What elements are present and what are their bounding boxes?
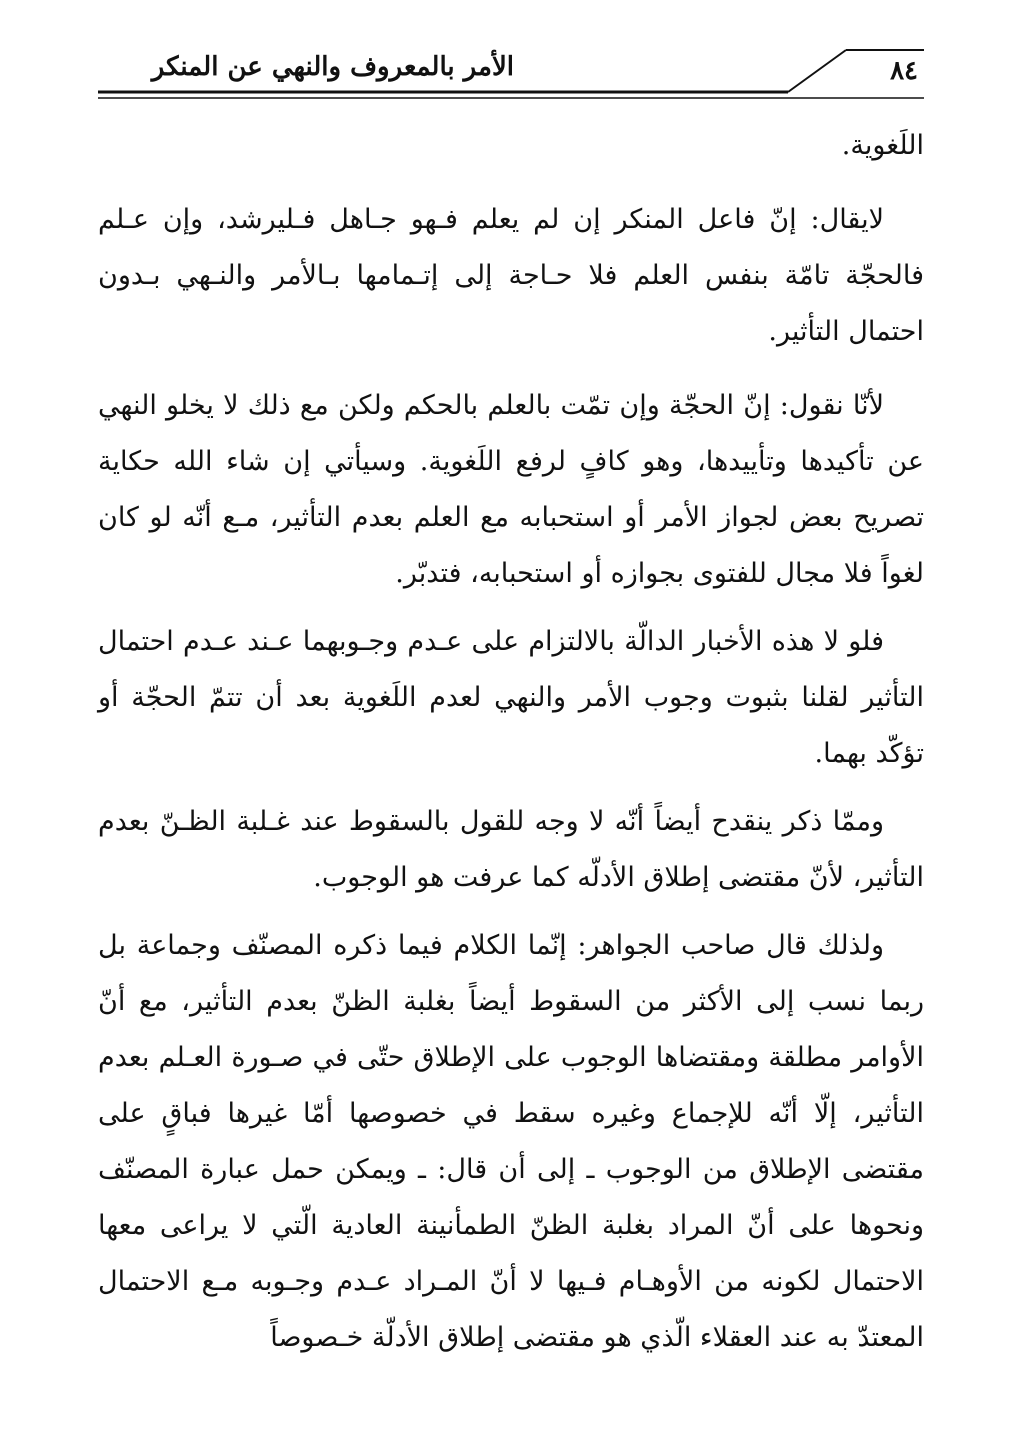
page-number: ٨٤ — [890, 56, 918, 86]
paragraph-1: اللَغوية. — [841, 130, 924, 161]
body-text — [98, 118, 924, 1366]
paragraph-6: ولذلك قال صاحب الجواهر: إنّما الكلام فيما ذكره المصنّف وجماعة بل ربما نسب إلى الأكثر من السقوط أيضاً بغلبة الظنّ بعدم التأثير، مع أنّ الأوامر مطلقة ومقتضاها الوجوب على الإطلاق حتّى في صـورة العـلم بعدم التأثير، إلّا أنّه للإجماع وغيره سقط في خصوصها أمّا غيرها فباقٍ على مقتضى الإطلاق من الوجوب ـ إلى أن قال: ـ ويمكن حمل عبارة المصنّف ونحوها على أنّ المراد بغلبة الظنّ الطمأنينة العادية الّتي لا يراعى معها الاحتمال لكونه من الأوهـام فـيها لا أنّ المـراد عـدم وجـوبه مـع الاحتمال المعتدّ به عند العقلاء الّذي هو مقتضى إطلاق الأدلّة خـصوصاً — [98, 930, 924, 1353]
paragraph-5: وممّا ذكر ينقدح أيضاً أنّه لا وجه للقول بالسقوط عند غـلبة الظـنّ بعدم التأثير، لأنّ مقتضى إطلاق الأدلّه كما عرفت هو الوجوب. — [98, 806, 924, 893]
paragraph-2: لايقال: إنّ فاعل المنكر إن لم يعلم فـهو جـاهل فـليرشد، وإن عـلم فالحجّة تامّة بنفس العلم فلا حـاجة إلى إتـمامها بـالأمر والنـهي بـدون احتمال التأثير. — [98, 204, 924, 347]
running-title: الأمر بالمعروف والنهي عن المنكر — [151, 52, 514, 82]
paragraph-4: فلو لا هذه الأخبار الدالّة بالالتزام على عـدم وجـوبهما عـند عـدم احتمال التأثير لقلنا بثبوت وجوب الأمر والنهي لعدم اللَغوية بعد أن تتمّ الحجّة أو تؤكّد بهما. — [98, 626, 924, 769]
page-header — [98, 40, 924, 102]
paragraph-3: لأنّا نقول: إنّ الحجّة وإن تمّت بالعلم بالحكم ولكن مع ذلك لا يخلو النهي عن تأكيدها وتأييدها، وهو كافٍ لرفع اللَغوية. وسيأتي إن شاء الله حكاية تصريح بعض لجواز الأمر أو استحبابه مع العلم بعدم التأثير، مـع أنّه لو كان لغواً فلا مجال للفتوى بجوازه أو استحبابه، فتدبّر. — [98, 390, 924, 589]
